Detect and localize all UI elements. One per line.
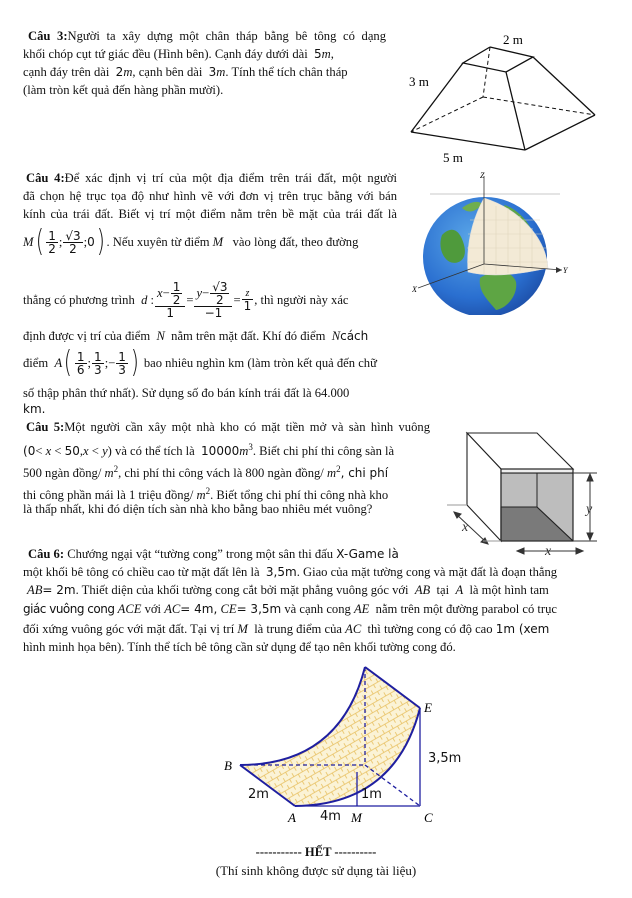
frustum-hidden-base-left [411, 97, 483, 132]
q4-line-7: điểm A ( $\frac{1}{6}$ ; $\frac{1}{3}$ ; − $\frac{1}{3}$ ) bao nhiêu nghìn km (làm tròn kết quả đến chữ [23, 345, 377, 380]
q3-line-2: khối chóp cụt tứ giác đều (Hình bên). Cạnh đáy dưới dài 5m, [23, 47, 334, 61]
frustum-base-front [411, 132, 525, 150]
q3-line-1: Câu 3:Người ta xây dựng một chân tháp bằng bê tông có dạng [28, 29, 386, 43]
q6-line-6: hình minh họa bên). Tính thể tích bê tông cần sử dụng để tạo nên khối tường cong đó. [23, 640, 456, 654]
line-d-x-term: x − $\frac{1}{2}$ 1 [155, 281, 185, 319]
footer-note: (Thí sinh không được sử dụng tài liệu) [215, 863, 417, 878]
label-AC-length: 4m [320, 809, 341, 824]
q4-line-4: M ( $\frac{1}{2}$ ; $\frac{√3}{2}$ ; 0 ) . Nếu xuyên từ điểm M vào lòng đất, theo đường [23, 224, 359, 259]
q6-line-1: Câu 6: Chướng ngại vật “tường cong” trong một sân thi đấu X-Game là [28, 547, 399, 561]
q5-line-1: Câu 5:Một người cần xây một nhà kho có mặt tiền mở và sàn hình vuông [26, 420, 430, 434]
frustum-label-side: 3 m [409, 74, 429, 89]
M-x-frac: $\frac{1}{2}$ [48, 228, 56, 256]
axis-x-label: X [412, 285, 417, 294]
M-y-frac: $\frac{√3}{2}$ [65, 228, 81, 256]
globe-figure [412, 170, 572, 315]
frustum-hidden-edge [483, 47, 490, 97]
q4-line-3: kính của trái đất. Biết vị trí một điểm nằm trên bề mặt của trái đất là [23, 207, 397, 221]
q3-line-4: (làm tròn kết quả đến hàng phần mười). [23, 83, 224, 97]
axis-y-arrow [556, 267, 562, 273]
label-point-A: A [288, 810, 296, 825]
frustum-edge-right [533, 57, 595, 115]
q5-line-2: (0< x < 50,x < y) và có thể tích là $10000m^3$. Biết chi phí thi công sàn là [23, 442, 395, 459]
q4-line-2: đã chọn hệ trục tọa độ như hình vẽ với đơn vị trên trục bằng với bán [23, 189, 397, 203]
q4-line-5: thẳng có phương trình d : x − $\frac{1}{2}$ 1 = y − $\frac{√3}{2}$ −1 = $\frac{z}{1}$ , thì người này xác [23, 280, 349, 320]
q3-line-3: cạnh đáy trên dài 2m, cạnh bên dài 3m. Tính thể tích chân tháp [23, 65, 348, 79]
axis-y-label: Y [563, 266, 568, 275]
q4-line-6: định được vị trí của điểm N nằm trên mặt đất. Khí đó điểm Ncách [23, 329, 369, 343]
label-x-width: x [545, 544, 552, 559]
frustum-figure [405, 30, 605, 170]
frustum-base-right [525, 115, 595, 150]
q5-line-4: thi công phần mái là 1 triệu đồng/ $m^2$. Biết tổng chi phí thi công nhà kho [23, 486, 389, 503]
frustum-label-top: 2 m [503, 32, 523, 47]
q5-line-3: 500 ngàn đồng/ $m^2$, chi phí thi công vách là 800 ngàn đồng/ $m^2$, chi phí [23, 464, 389, 481]
q4-line-9: km. [23, 402, 46, 416]
frustum-label-bottom: 5 m [443, 150, 463, 165]
q4-line-8: số thập phân thứ nhất). Sử dụng số đo bán kính trái đất là 64.000 [23, 386, 350, 400]
q6-line-5: đối xứng vuông góc với mặt đất. Tại vị trí M là trung điểm của AC thì tường cong có độ cao 1m (xem [23, 622, 550, 636]
point-M-name: M [23, 234, 34, 249]
q5-line-5: là thấp nhất, khi đó diện tích sàn nhà kho bằng bao nhiêu mét vuông? [23, 502, 373, 516]
label-M-height: 1m [361, 787, 382, 802]
line-d-z-term: $\frac{z}{1}$ [243, 287, 252, 313]
label-point-E: E [424, 700, 432, 715]
q6-label: Câu 6: [28, 547, 65, 561]
label-CE-length: 3,5m [428, 751, 462, 766]
q6-line-3: AB= 2m. Thiết diện của khối tường cong cắt bởi mặt phẳng vuông góc với AB tại A là một hình tam [27, 583, 549, 597]
label-point-M: M [351, 810, 362, 825]
label-point-B: B [224, 758, 232, 773]
warehouse-figure [445, 425, 625, 565]
frustum-edge-front [506, 72, 525, 150]
label-y: y [586, 502, 593, 517]
q4-line-1: Câu 4:Để xác định vị trí của một địa điểm trên trái đất, một người [26, 171, 397, 185]
q3-label: Câu 3: [28, 29, 68, 43]
curved-wall-figure [200, 660, 490, 835]
label-x-depth: x [462, 520, 469, 535]
q6-line-4: giác vuông cong ACE với AC= 4m, CE= 3,5m và cạnh cong AE nằm trên một đường parabol có trục [23, 602, 558, 616]
label-AB-length: 2m [248, 787, 269, 802]
q6-line-2: một khối bê tông có chiều cao từ mặt đất lên là 3,5m. Giao của mặt tường cong và mặt đất là đoạn thẳng [23, 565, 558, 579]
label-point-C: C [424, 810, 433, 825]
axis-z-label: Z [480, 171, 485, 180]
q5-label: Câu 5: [26, 420, 65, 434]
q4-label: Câu 4: [26, 171, 65, 185]
end-mark: ----------- HẾT ---------- [255, 845, 377, 859]
line-d-y-term: y − $\frac{√3}{2}$ −1 [194, 281, 232, 319]
frustum-top-face [463, 47, 533, 72]
